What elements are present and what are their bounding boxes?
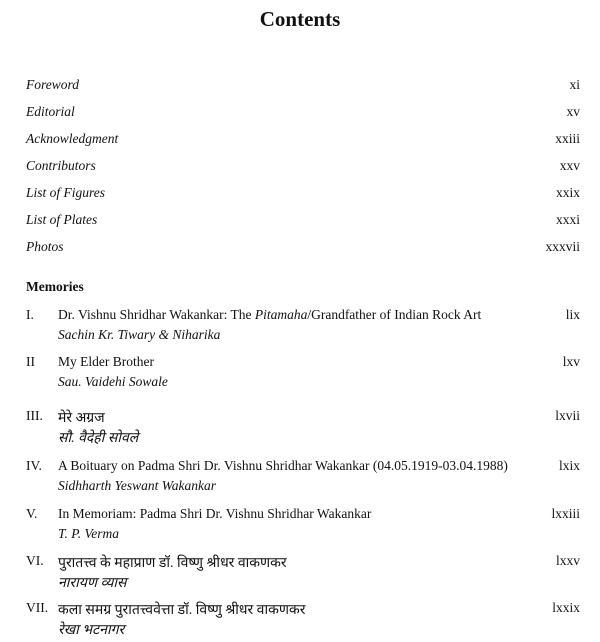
toc-item-acknowledgment	[26, 131, 580, 149]
entry-page: lxv	[562, 354, 580, 369]
entry-number: II	[26, 354, 35, 369]
toc-item-page: xxix	[555, 185, 580, 200]
toc-item-label: Acknowledgment	[26, 131, 119, 146]
entry-title: A Boituary on Padma Shri Dr. Vishnu Shridhar Wakankar (04.05.1919-03.04.1988)	[58, 458, 508, 473]
entry-title: पुरातत्त्व के महाप्राण डॉ. विष्णु श्रीधर वाकणकर	[58, 556, 287, 571]
entry-author: Sidhharth Yeswant Wakankar	[58, 478, 217, 493]
toc-item-page: xv	[566, 104, 580, 119]
entry-page: lxxv	[555, 553, 580, 568]
toc-item-list-of-plates	[26, 212, 580, 230]
page-title: Contents	[259, 7, 341, 31]
toc-item-list-of-figures	[26, 185, 580, 203]
entry-author: T. P. Verma	[58, 526, 120, 541]
entry-title: In Memoriam: Padma Shri Dr. Vishnu Shridhar Wakankar	[58, 506, 372, 521]
toc-item-page: xxv	[559, 158, 580, 173]
entry-number: IV.	[26, 458, 42, 473]
entry-number: III.	[26, 408, 43, 423]
toc-item-photos	[26, 239, 580, 257]
toc-item-label: Editorial	[26, 104, 75, 119]
toc-item-page: xxiii	[555, 131, 580, 146]
entry-author: नारायण व्यास	[58, 576, 127, 591]
section-heading-memories: Memories	[26, 279, 84, 294]
toc-item-label: Photos	[26, 239, 64, 254]
entry-title: My Elder Brother	[58, 354, 154, 369]
toc-item-label: Contributors	[26, 158, 96, 173]
toc-item-editorial	[26, 104, 580, 122]
entry-number: V.	[26, 506, 38, 521]
entry-page: lxvii	[555, 408, 580, 423]
entry-title: कला समग्र पुरातत्त्ववेत्ता डॉ. विष्णु श्रीधर वाकणकर	[58, 603, 306, 618]
toc-item-label: List of Plates	[26, 212, 98, 227]
entry-page: lxxiii	[551, 506, 580, 521]
entry-author: Sachin Kr. Tiwary & Niharika	[58, 327, 221, 342]
entry-number: I.	[26, 307, 34, 322]
entry-number: VII.	[26, 600, 49, 615]
entry-title: मेरे अग्रज	[58, 411, 105, 426]
toc-item-page: xxxi	[555, 212, 580, 227]
toc-item-label: List of Figures	[26, 185, 106, 200]
entry-title: Dr. Vishnu Shridhar Wakankar: The Pitamaha/Grandfather of Indian Rock Art	[58, 307, 482, 322]
toc-item-foreword	[26, 77, 580, 95]
entry-author: सौ. वैदेही सोवले	[58, 431, 139, 446]
toc-item-contributors	[26, 158, 580, 176]
entry-author: Sau. Vaidehi Sowale	[58, 374, 168, 389]
toc-item-page: xxxvii	[545, 239, 580, 254]
entry-author: रेखा भटनागर	[58, 623, 125, 638]
entry-page: lix	[565, 307, 580, 322]
entry-page: lxix	[558, 458, 580, 473]
entry-number: VI.	[26, 553, 44, 568]
toc-item-page: xi	[569, 77, 580, 92]
entry-page: lxxix	[552, 600, 580, 615]
toc-item-label: Foreword	[26, 77, 79, 92]
